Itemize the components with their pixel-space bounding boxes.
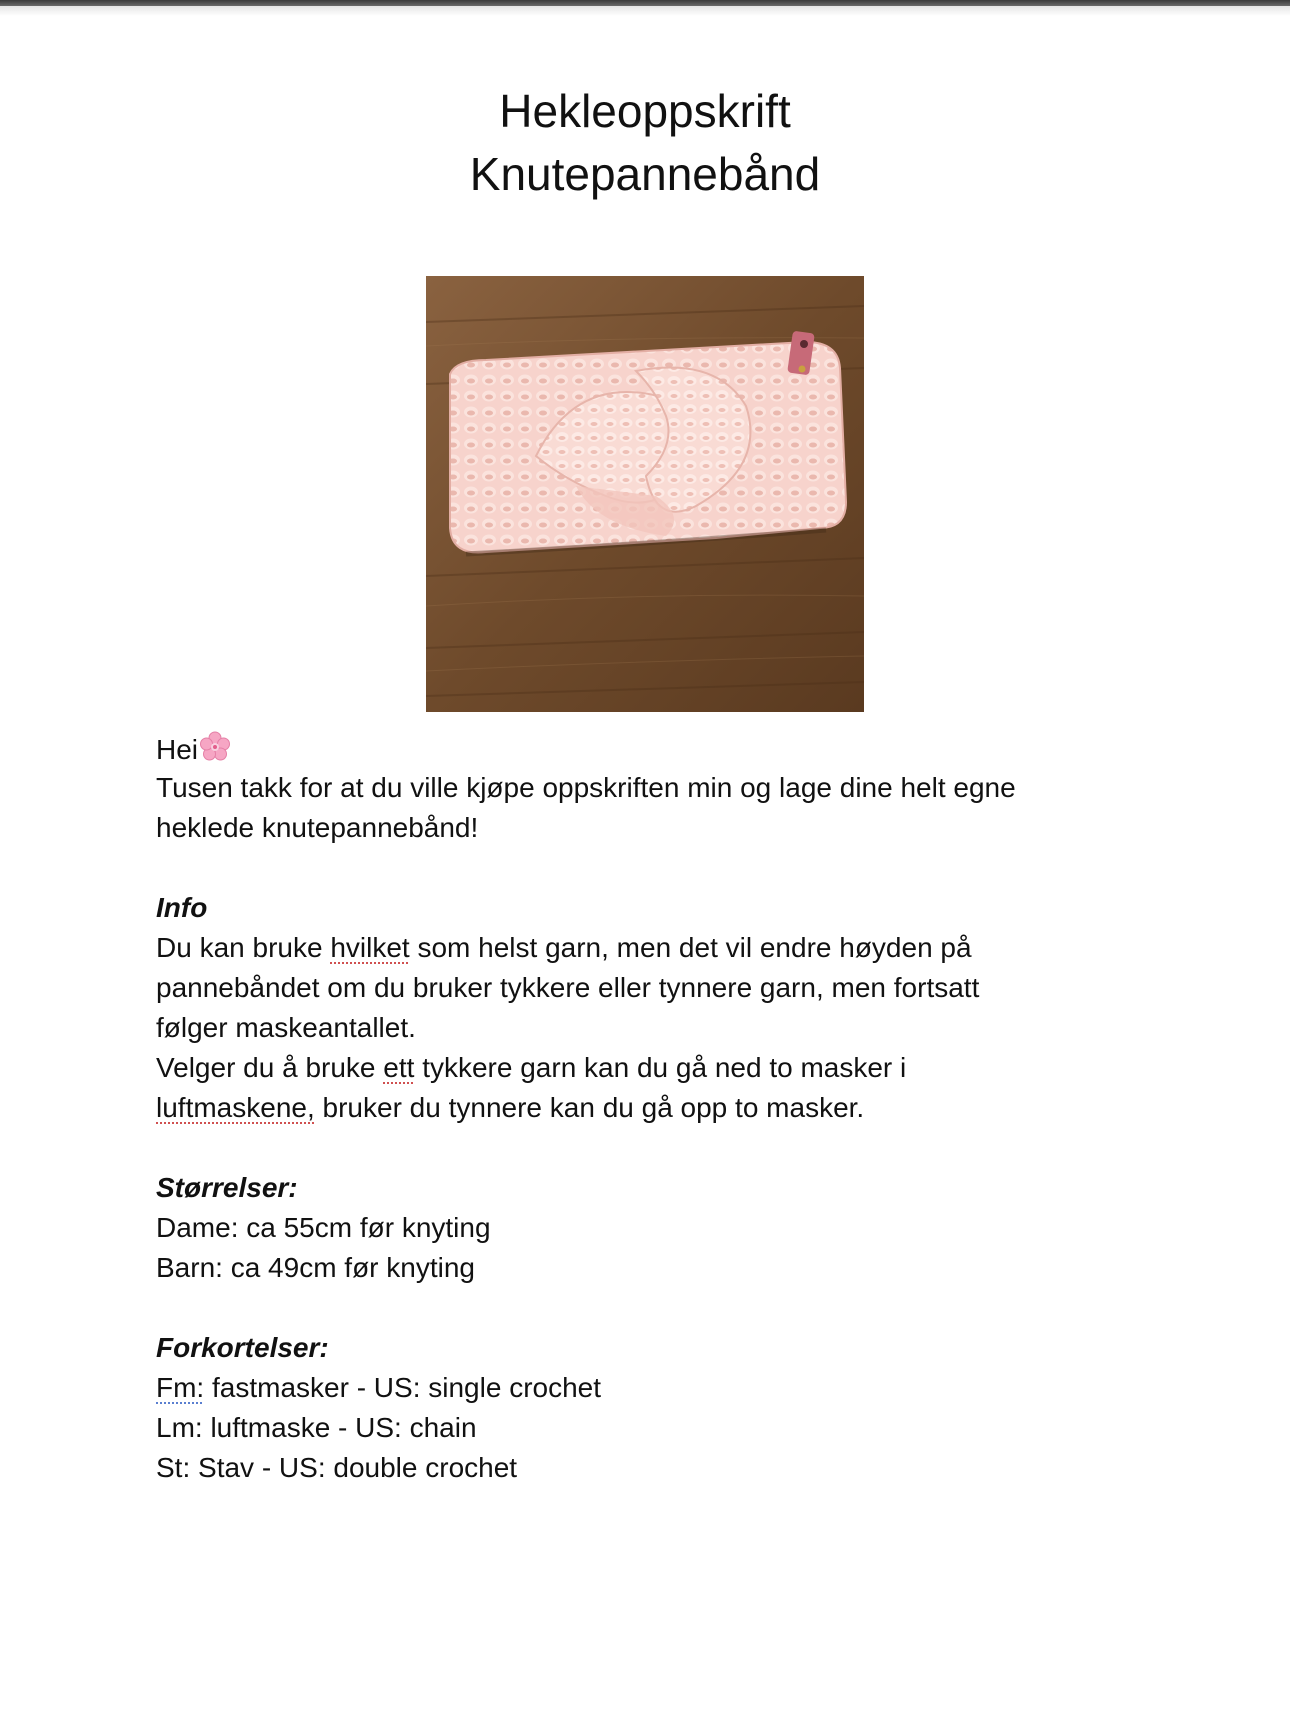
spellcheck-word-luftmaskene[interactable]: luftmaskene,	[156, 1092, 315, 1123]
thanks-line-1: Tusen takk for at du ville kjøpe oppskriften min og lage dine helt egne	[156, 772, 1016, 803]
title-line-2: Knutepannebånd	[469, 148, 821, 200]
abbreviation-st: St: Stav - US: double crochet	[156, 1452, 518, 1483]
info-line-4-end: tykkere garn kan du gå ned to masker i	[414, 1052, 907, 1083]
abbreviation-lm: Lm: luftmaske - US: chain	[156, 1412, 477, 1443]
info-line-1-end: som helst garn, men det vil endre høyden på	[409, 932, 972, 963]
top-bar-shadow	[0, 6, 1290, 16]
info-line-4-start: Velger du å bruke	[156, 1052, 384, 1083]
size-barn: Barn: ca 49cm før knyting	[156, 1252, 476, 1283]
sizes-heading: Størrelser:	[156, 1172, 298, 1203]
spellcheck-word-hvilket[interactable]: hvilket	[330, 932, 410, 963]
thanks-line-2: heklede knutepannebånd!	[156, 812, 479, 843]
info-line-3: følger maskeantallet.	[156, 1012, 416, 1043]
greeting-text: Hei	[156, 734, 199, 765]
info-line-1	[156, 928, 1136, 968]
spellcheck-word-fm[interactable]: Fm:	[156, 1372, 205, 1403]
info-line-5-end: bruker du tynnere kan du gå opp to masker.	[314, 1092, 865, 1123]
info-heading: Info	[156, 892, 208, 923]
info-line-2: pannebåndet om du bruker tykkere eller tynnere garn, men fortsatt	[156, 972, 980, 1003]
abbreviation-fm-text: fastmasker - US: single crochet	[204, 1372, 602, 1403]
info-line-1-start: Du kan bruke	[156, 932, 331, 963]
title-line-1: Hekleoppskrift	[499, 85, 791, 137]
size-dame: Dame: ca 55cm før knyting	[156, 1212, 491, 1243]
headband-photo	[426, 276, 864, 712]
abbreviation-fm	[156, 1368, 1136, 1408]
spellcheck-word-ett[interactable]: ett	[383, 1052, 415, 1083]
info-line-4	[156, 1048, 1136, 1088]
abbreviations-heading: Forkortelser:	[156, 1332, 329, 1363]
info-line-5	[156, 1088, 1136, 1128]
